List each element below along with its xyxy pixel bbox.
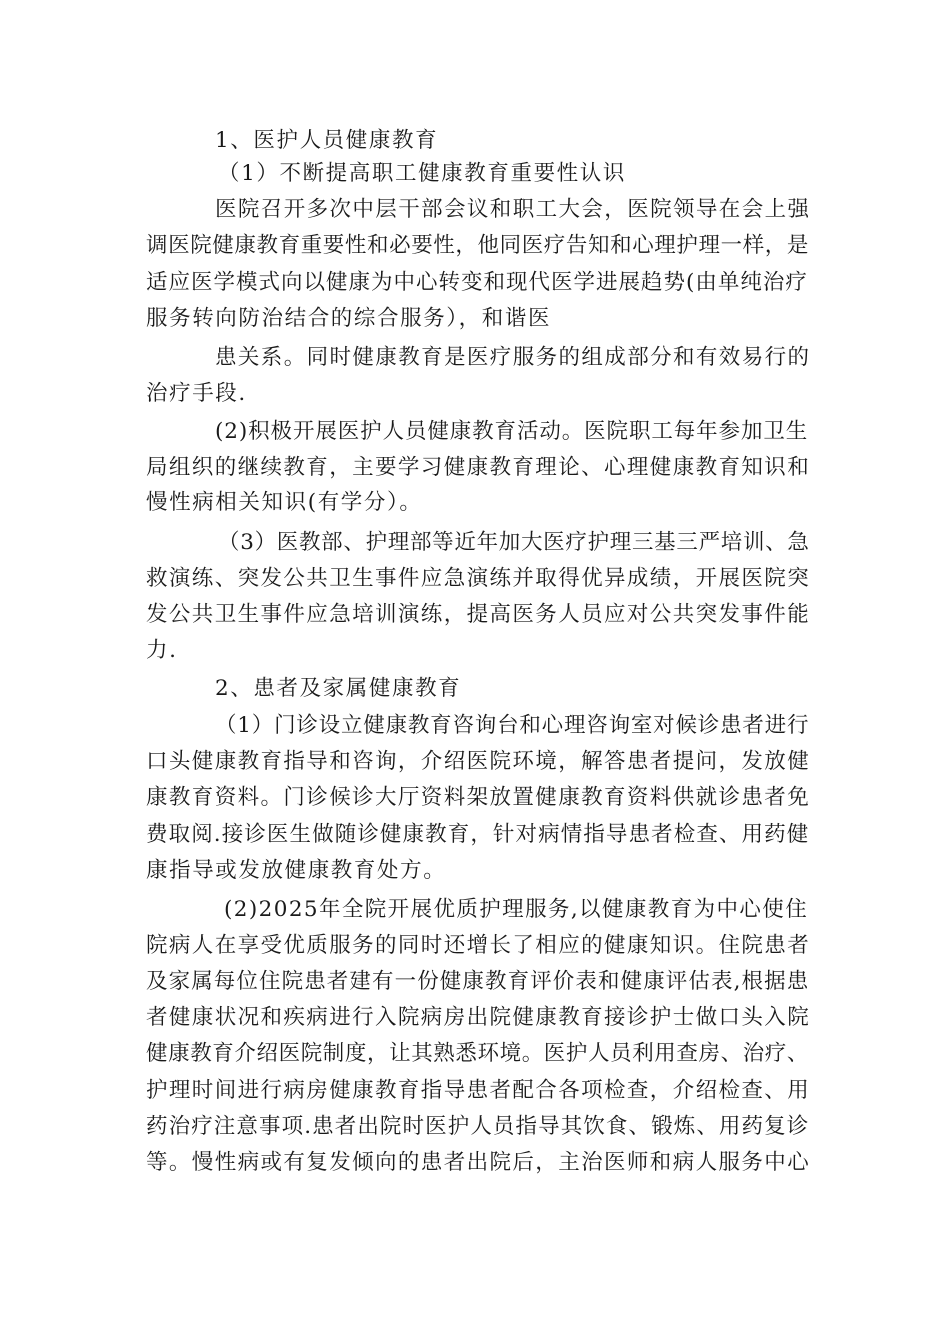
paragraph-line: （1）门诊设立健康教育咨询台和心理咨询室对候诊患者进行 xyxy=(215,713,810,738)
paragraph-line: 医院召开多次中层干部会议和职工大会，医院领导在会上强 xyxy=(215,197,811,222)
paragraph-line: 慢性病相关知识(有学分）。 xyxy=(146,490,423,515)
section-heading-1: 1、医护人员健康教育 xyxy=(215,128,439,153)
paragraph-line: 救演练、突发公共卫生事件应急演练并取得优异成绩，开展医院突 xyxy=(146,566,811,591)
paragraph-line: 药治疗注意事项.患者出院时医护人员指导其饮食、锻炼、用药复诊 xyxy=(146,1114,810,1139)
paragraph-line: 费取阅.接诊医生做随诊健康教育，针对病情指导患者检查、用药健 xyxy=(146,822,810,847)
paragraph-line: 治疗手段. xyxy=(146,381,247,406)
paragraph-line: 调医院健康教育重要性和必要性，他同医疗告知和心理护理一样，是 xyxy=(146,233,810,258)
paragraph-line: 者健康状况和疾病进行入院病房出院健康教育接诊护士做口头入院 xyxy=(146,1005,811,1030)
paragraph-line: 口头健康教育指导和咨询，介绍医院环境，解答患者提问，发放健 xyxy=(146,749,811,774)
paragraph-line: （3）医教部、护理部等近年加大医疗护理三基三严培训、急 xyxy=(218,530,810,555)
paragraph-line: (2)2025年全院开展优质护理服务,以健康教育为中心使住 xyxy=(224,897,809,922)
paragraph-line: 护理时间进行病房健康教育指导患者配合各项检查，介绍检查、用 xyxy=(146,1078,811,1103)
paragraph-line: 等。慢性病或有复发倾向的患者出院后，主治医师和病人服务中心 xyxy=(146,1150,811,1175)
section-heading-2: 2、患者及家属健康教育 xyxy=(215,676,462,701)
paragraph-line: (2)积极开展医护人员健康教育活动。医院职工每年参加卫生 xyxy=(215,419,809,444)
paragraph-line: 及家属每位住院患者建有一份健康教育评价表和健康评估表,根据患 xyxy=(146,969,810,994)
paragraph-line: 发公共卫生事件应急培训演练，提高医务人员应对公共突发事件能 xyxy=(146,602,811,627)
paragraph-line: 适应医学模式向以健康为中心转变和现代医学进展趋势(由单纯治疗 xyxy=(146,270,808,295)
paragraph-line: 力. xyxy=(146,638,178,663)
paragraph-line: 局组织的继续教育，主要学习健康教育理论、心理健康教育知识和 xyxy=(146,455,811,480)
paragraph-line: 院病人在享受优质服务的同时还增长了相应的健康知识。住院患者 xyxy=(146,933,811,958)
subheading-1-1: （1）不断提高职工健康教育重要性认识 xyxy=(218,161,626,186)
paragraph-line: 健康教育介绍医院制度，让其熟悉环境。医护人员利用查房、治疗、 xyxy=(146,1041,810,1066)
paragraph-line: 康指导或发放健康教育处方。 xyxy=(146,858,447,883)
paragraph-line: 患关系。同时健康教育是医疗服务的组成部分和有效易行的 xyxy=(215,345,811,370)
paragraph-line: 服务转向防治结合的综合服务），和谐医 xyxy=(146,306,552,331)
paragraph-line: 康教育资料。门诊候诊大厅资料架放置健康教育资料供就诊患者免 xyxy=(146,785,811,810)
